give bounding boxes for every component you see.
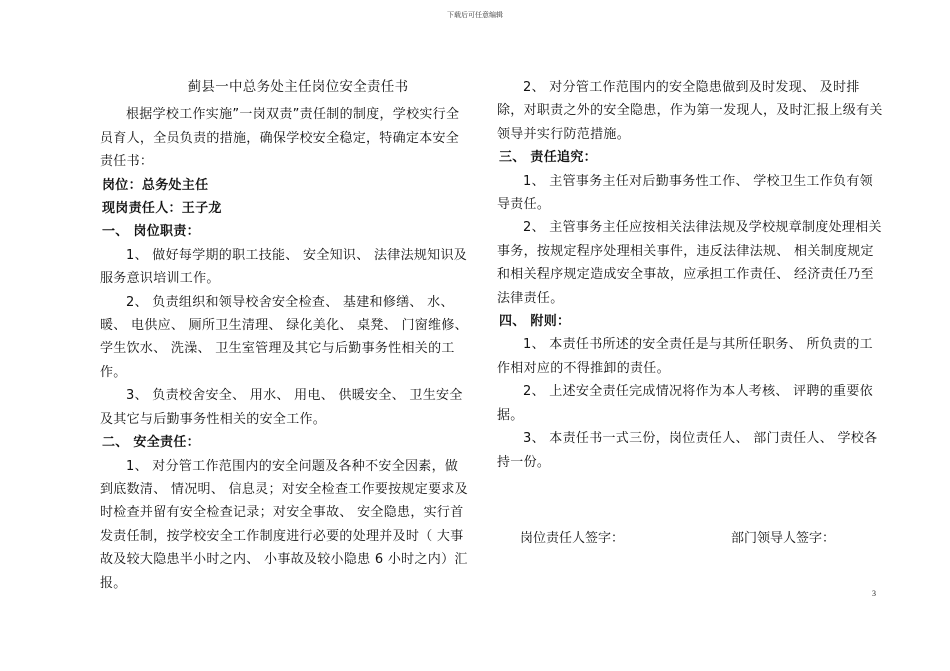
left-column [100, 76, 468, 595]
supplementary-item: 1、 本责任书所述的安全责任是与其所任职务、 所负责的工作相对应的不得推卸的责任。 [497, 337, 873, 376]
duty-item: 1、 做好每学期的职工技能、 安全知识、 法律法规知识及服务意识培训工作。 [100, 247, 468, 287]
page-number: 3 [872, 589, 876, 598]
responsible-person-line: 现岗责任人：王子龙 [102, 201, 222, 217]
section-heading-duties: 一、 岗位职责： [102, 224, 200, 240]
right-column [497, 76, 885, 474]
supplementary-item: 2、 上述安全责任完成情况将作为本人考核、 评聘的重要依据。 [497, 384, 873, 423]
section-heading-safety-responsibility: 二、 安全责任： [102, 435, 200, 451]
section-heading-supplementary: 四、 附则： [499, 314, 571, 330]
safety-item: 2、 对分管工作范围内的安全隐患做到及时发现、 及时排除，对职责之外的安全隐患，作为第一发现人，及时汇报上级有关领导并实行防范措施。 [497, 80, 883, 142]
position-line: 岗位：总务处主任 [102, 177, 209, 193]
duty-item: 2、 负责组织和领导校舍安全检查、 基建和修缮、 水、 暖、 电供应、 厕所卫生清理、 绿化美化、 桌凳、 门窗维修、 学生饮水、 洗澡、 卫生室管理及其它与后勤事务性相关的工作。 [100, 294, 468, 380]
signature-row [520, 527, 880, 546]
accountability-item: 2、 主管事务主任应按相关法律法规及学校规章制度处理相关事务，按规定程序处理相关事件，违反法律法规、 相关制度规定和相关程序规定造成安全事故，应承担工作责任、 经济责任乃至法律责任。 [497, 220, 882, 306]
department-leader-signature-label: 部门领导人签字： [730, 531, 835, 546]
duty-item: 3、 负责校舍安全、 用水、 用电、 供暖安全、 卫生安全及其它与后勤事务性相关的安全工作。 [100, 388, 463, 427]
accountability-item: 1、 主管事务主任对后勤事务性工作、 学校卫生工作负有领导责任。 [497, 173, 873, 213]
section-heading-accountability: 三、 责任追究： [499, 150, 597, 166]
supplementary-item: 3、 本责任书一式三份，岗位责任人、 部门责任人、 学校各持一份。 [497, 431, 878, 470]
safety-item: 1、 对分管工作范围内的安全问题及各种不安全因素，做到底数清、 情况明、 信息灵；对安全检查工作要按规定要求及时检查并留有安全检查记录；对安全事故、 安全隐患，实行首发责任制，按学校安全工作制度进行必要的处理并及时（ 大事故及较大隐患半小时之内、 小事故及较小隐患 6 小时之内）汇报。 [100, 458, 468, 591]
intro-paragraph: 根据学校工作实施”一岗双责”责任制的制度，学校实行全员育人，全员负责的措施，确保学校安全稳定，特确定本安全责任书： [100, 107, 460, 170]
document-title: 蓟县一中总务处主任岗位安全责任书 [187, 79, 409, 95]
page-header-note: 下载后可任意编辑 [447, 11, 503, 19]
position-person-signature-label: 岗位责任人签字： [520, 531, 625, 546]
